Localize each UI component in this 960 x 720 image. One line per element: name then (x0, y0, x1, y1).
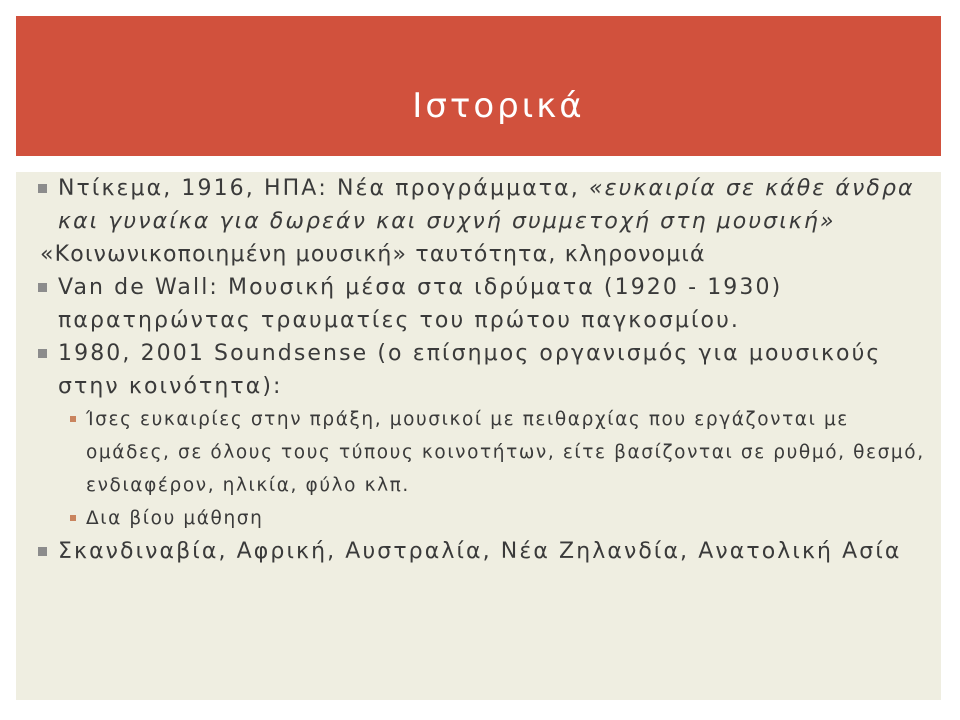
bullet-item-dickema (38, 172, 925, 238)
bullet-quote: «ευκαιρία σε κάθε άνδρα και γυναίκα για δωρεάν και συχνή συμμετοχή στη μουσική» (58, 176, 915, 234)
sub-bullet-equal-opportunities (70, 403, 925, 502)
plain-line-socialized-music: «Κοινωνικοποιημένη μουσική» ταυτότητα, κληρονομιά (40, 242, 706, 267)
bullet-text: 1980, 2001 Soundsense (ο επίσημος οργανισμός για μουσικούς στην κοινότητα): (58, 341, 882, 399)
bullet-item-regions (38, 535, 925, 568)
bullet-item-van-de-wall (38, 271, 925, 337)
content-panel (16, 172, 941, 700)
square-subbullet-icon (70, 416, 76, 422)
sub-bullet-text: Δια βίου μάθηση (86, 508, 264, 529)
bullet-text: Ντίκεμα, 1916, ΗΠΑ: Νέα προγράμματα, (58, 176, 589, 201)
slide-title: Ιστορικά (412, 86, 585, 126)
square-subbullet-icon (70, 515, 76, 521)
bullet-text: Van de Wall: Μουσική μέσα στα ιδρύματα (1920 - 1930) παρατηρώντας τραυματίες του πρώτου παγκοσμίου. (58, 275, 783, 333)
sub-bullet-lifelong-learning (70, 502, 925, 535)
bullet-item-soundsense (38, 337, 925, 403)
square-bullet-icon (38, 184, 47, 193)
bullet-text: Σκανδιναβία, Αφρική, Αυστραλία, Νέα Ζηλανδία, Ανατολική Ασία (58, 539, 902, 564)
bullet-list (38, 172, 925, 568)
square-bullet-icon (38, 547, 47, 556)
square-bullet-icon (38, 283, 47, 292)
title-banner (16, 16, 941, 156)
square-bullet-icon (38, 349, 47, 358)
sub-bullet-text: Ίσες ευκαιρίες στην πράξη, μουσικοί με πειθαρχίας που εργάζονται με ομάδες, σε όλους τους τύπους κοινοτήτων, είτε βασίζονται σε ρυθμό, θεσμό, ενδιαφέρον, ηλικία, φύλο κλπ. (86, 409, 925, 496)
